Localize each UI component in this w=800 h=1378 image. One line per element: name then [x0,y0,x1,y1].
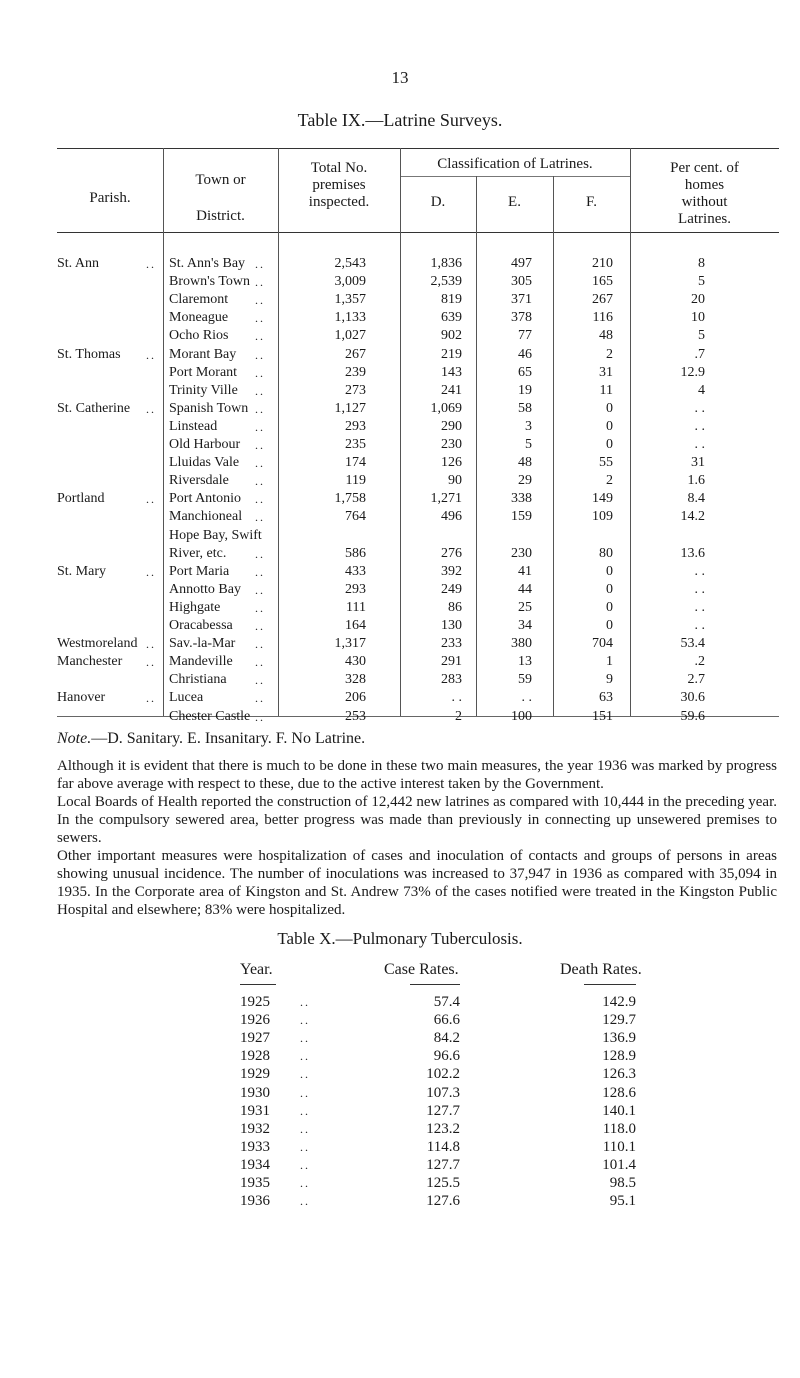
leader-dots: .. [255,582,265,597]
town-cell: Manchioneal [169,509,243,525]
table-top-rule [57,148,779,149]
e-cell: 29 [518,473,532,489]
header-town-line1: Town or [195,172,246,188]
percent-cell: . . [694,400,705,416]
year-underline [240,984,276,985]
header-bottom-rule [57,232,779,233]
table-ix-title: Table IX.—Latrine Surveys. [297,110,503,130]
total-cell: 235 [345,437,366,452]
leader-dots: .. [300,1139,310,1154]
year-cell: 1933 [240,1138,270,1155]
leader-dots: .. [300,1013,310,1028]
f-cell: 0 [606,437,613,452]
e-cell: 41 [518,563,532,579]
percent-cell: .7 [694,346,705,362]
d-cell: 1,836 [430,256,462,271]
percent-cell: . . [694,581,705,597]
f-cell: 267 [592,292,613,308]
e-cell: 380 [511,636,532,652]
d-cell: 2 [455,708,462,724]
total-cell: 1,758 [334,491,366,507]
d-cell: 86 [448,599,462,615]
e-cell: . . [521,690,532,706]
leader-dots: .. [255,510,265,525]
e-cell: 3 [525,418,532,434]
paragraph: Local Boards of Health reported the construction of 12,442 new latrines as compared with 10,444 in the preceding year. In the compulsory sewered area, better progress was made than previously in connecting up unsewered premises to sewers. [57,794,777,846]
e-cell: 48 [518,455,532,471]
d-cell: 290 [441,418,462,434]
e-cell: 159 [511,509,532,525]
total-cell: 1,357 [334,292,366,308]
f-cell: 80 [599,545,613,561]
year-cell: 1925 [240,994,270,1010]
case-rate-cell: 125.5 [426,1175,460,1191]
d-cell: 276 [441,545,462,561]
header-total-line2: premises [312,177,366,193]
leader-dots: .. [255,383,265,398]
death-underline [584,984,636,985]
leader-dots: .. [300,1103,310,1118]
percent-cell: 5 [698,328,705,344]
leader-dots: .. [255,293,265,308]
case-rate-cell: 127.7 [426,1102,460,1119]
percent-cell: 13.6 [680,545,705,561]
total-cell: 239 [345,364,366,380]
d-cell: 639 [441,310,462,326]
header-total-line1: Total No. [310,160,368,176]
f-cell: 2 [606,346,613,362]
d-cell: 392 [441,563,462,579]
total-cell: 2,543 [334,256,366,271]
town-cell: Annotto Bay [169,581,241,597]
e-cell: 19 [518,382,532,398]
leader-dots: .. [255,474,265,489]
total-cell: 174 [345,455,366,471]
percent-cell: 14.2 [680,509,705,525]
case-rate-cell: 96.6 [433,1048,460,1065]
leader-dots: .. [255,619,265,633]
case-rate-cell: 84.2 [433,1030,460,1047]
leader-dots: .. [300,1085,310,1100]
year-cell: 1928 [240,1048,270,1065]
leader-dots: .. [255,456,265,471]
death-rate-cell: 140.1 [602,1102,636,1119]
leader-dots: .. [255,709,265,724]
leader-dots: .. [255,419,265,434]
f-cell: 109 [592,509,613,525]
leader-dots: .. [255,311,265,326]
case-rate-cell: 66.6 [433,1012,460,1029]
total-cell: 1,133 [334,310,366,326]
town-cell: Port Morant [169,364,238,380]
body-text [57,757,777,919]
total-cell: 119 [345,473,366,489]
death-rate-cell: 95.1 [609,1193,636,1210]
header-year: Year. [240,961,273,978]
f-cell: 151 [592,708,613,724]
d-cell: 819 [441,292,462,308]
total-cell: 328 [345,672,366,688]
f-cell: 0 [606,599,613,615]
case-rate-cell: 114.8 [426,1138,460,1155]
leader-dots: .. [300,1067,310,1082]
percent-cell: 30.6 [680,690,705,706]
percent-cell: 8 [698,256,705,271]
case-rate-cell: 57.4 [433,994,460,1010]
town-cell: Morant Bay [169,346,237,362]
f-cell: 11 [599,382,613,398]
town-cell: Port Maria [169,563,230,579]
e-cell: 77 [518,328,532,344]
leader-dots: .. [300,1049,310,1064]
e-cell: 46 [518,346,532,362]
total-cell: 273 [345,382,366,398]
total-cell: 433 [345,563,366,579]
leader-dots: .. [146,401,156,416]
death-rate-cell: 128.9 [602,1048,636,1065]
leader-dots: .. [255,637,265,652]
case-rate-cell: 127.7 [426,1156,460,1173]
e-cell: 338 [511,491,532,507]
leader-dots: .. [146,655,156,670]
e-cell: 65 [518,364,532,380]
table-note [57,730,365,748]
header-f: F. [586,194,597,210]
leader-dots: .. [255,365,265,380]
year-cell: 1929 [240,1066,270,1083]
total-cell: 293 [345,418,366,434]
year-cell: 1926 [240,1012,270,1029]
e-cell: 378 [511,310,532,326]
d-cell: 143 [441,364,462,380]
total-cell: 430 [345,654,366,670]
leader-dots: .. [255,401,265,416]
leader-dots: .. [255,438,265,452]
death-rate-cell: 128.6 [602,1084,636,1101]
total-cell: 206 [345,690,366,706]
d-cell: 241 [441,382,462,398]
f-cell: 0 [606,581,613,597]
leader-dots: .. [255,257,265,271]
total-cell: 293 [345,581,366,597]
e-cell: 59 [518,672,532,688]
town-cell: Spanish Town [169,400,249,416]
f-cell: 116 [592,310,613,326]
town-cell: Trinity Ville [169,382,238,398]
d-cell: 902 [441,328,462,344]
f-cell: 55 [599,455,613,471]
parish-cell: Manchester [57,654,123,670]
f-cell: 31 [599,364,613,380]
town-cell-line1: Hope Bay, Swift [169,527,262,543]
paragraph: Other important measures were hospitalization of cases and inoculation of contacts and groups of persons in areas showing unusual incidence. The number of inoculations was increased to 37,947 in 1936 as compared with 35,094 in 1935. In the Corporate area of Kingston and St. Andrew 73% of the cases notified were treated in the Kingston Public Hospital and elsewhere; 83% were hospitalized. [57,848,777,918]
leader-dots: .. [146,564,156,579]
d-cell: . . [451,690,462,706]
leader-dots: .. [146,347,156,362]
percent-cell: 59.6 [680,708,705,724]
header-d: D. [430,194,446,210]
town-cell: Claremont [169,292,229,308]
leader-dots: .. [300,1176,310,1190]
page-number: 13 [391,68,409,87]
parish-cell: St. Catherine [57,400,131,416]
f-cell: 48 [599,328,613,344]
total-cell: 3,009 [334,274,366,290]
parish-cell: St. Thomas [57,346,121,362]
total-cell: 586 [345,545,366,561]
leader-dots: .. [146,637,156,652]
classification-rule [400,176,630,177]
d-cell: 249 [441,581,462,597]
leader-dots: .. [255,329,265,344]
leader-dots: .. [255,655,265,670]
case-rate-cell: 102.2 [426,1066,460,1083]
f-cell: 9 [606,672,613,688]
town-cell: Highgate [169,599,221,615]
e-cell: 371 [511,292,532,308]
f-cell: 210 [592,256,613,271]
percent-cell: . . [694,563,705,579]
d-cell: 219 [441,346,462,362]
parish-cell: Portland [57,491,105,507]
percent-cell: 10 [691,310,705,326]
d-cell: 230 [441,437,462,452]
percent-cell: 4 [698,382,705,398]
town-cell: Oracabessa [169,618,233,633]
death-rate-cell: 110.1 [602,1138,636,1155]
town-cell: Lucea [169,690,204,706]
town-cell: Riversdale [169,473,229,489]
death-rate-cell: 129.7 [602,1012,636,1029]
d-cell: 2,539 [430,274,462,290]
leader-dots: .. [255,492,265,507]
total-cell: 253 [345,708,366,724]
death-rate-cell: 126.3 [602,1066,636,1083]
percent-cell: . . [694,599,705,615]
year-cell: 1927 [240,1030,270,1047]
d-cell: 291 [441,654,462,670]
town-cell: St. Ann's Bay [169,256,246,271]
e-cell: 34 [518,618,532,633]
town-cell: Port Antonio [169,491,241,507]
header-percent-line2: homes [684,177,725,193]
leader-dots: .. [255,564,265,579]
leader-dots: .. [146,691,156,706]
total-cell: 764 [345,509,366,525]
header-town-line2: District. [196,208,245,224]
header-parish: Parish. [89,190,131,206]
percent-cell: . . [694,418,705,434]
header-classification: Classification of Latrines. [437,156,593,172]
d-cell: 130 [441,618,462,633]
e-cell: 305 [511,274,532,290]
f-cell: 149 [592,491,613,507]
e-cell: 44 [518,581,532,597]
town-cell: Moneague [169,310,229,326]
d-cell: 1,069 [430,400,462,416]
total-cell: 1,317 [334,636,366,652]
d-cell: 496 [441,509,462,525]
total-cell: 1,127 [334,400,366,416]
case-rate-cell: 127.6 [426,1193,460,1210]
year-cell: 1936 [240,1193,270,1210]
f-cell: 0 [606,400,613,416]
year-cell: 1934 [240,1156,270,1173]
year-cell: 1930 [240,1084,270,1101]
town-cell: Chester Castle [169,708,251,724]
leader-dots: .. [300,995,310,1009]
parish-cell: St. Mary [57,563,106,579]
percent-cell: 2.7 [687,672,705,688]
town-cell: Christiana [169,672,227,688]
paragraph: Although it is evident that there is much to be done in these two main measures, the year 1936 was marked by progress far above average with respect to these, due to the active interest taken by the Government. [57,758,777,792]
leader-dots: .. [255,275,265,290]
year-cell: 1935 [240,1175,270,1191]
leader-dots: .. [146,492,156,507]
town-cell: Old Harbour [169,437,241,452]
town-cell: Sav.-la-Mar [169,636,236,652]
town-cell: Mandeville [169,654,233,670]
f-cell: 63 [599,690,613,706]
town-cell: Lluidas Vale [169,455,240,471]
town-cell: River, etc. [169,545,227,561]
percent-cell: .2 [694,654,705,670]
case-rate-cell: 107.3 [426,1084,460,1101]
leader-dots: .. [255,673,265,688]
col-divider [163,148,164,716]
f-cell: 0 [606,563,613,579]
leader-dots: .. [255,691,265,706]
e-cell: 13 [518,654,532,670]
town-cell: Brown's Town [169,274,251,290]
total-cell: 164 [345,618,366,633]
parish-cell: St. Ann [57,256,100,271]
total-cell: 1,027 [334,328,366,344]
f-cell: 0 [606,618,613,633]
leader-dots: .. [300,1031,310,1046]
d-cell: 1,271 [430,491,462,507]
case-rate-cell: 123.2 [426,1120,460,1137]
leader-dots: .. [255,546,265,561]
f-cell: 704 [592,636,613,652]
f-cell: 0 [606,418,613,434]
year-cell: 1931 [240,1102,270,1119]
header-percent-line1: Per cent. of [670,160,739,176]
e-cell: 5 [525,437,532,452]
town-cell: Ocho Rios [169,328,229,344]
percent-cell: 5 [698,274,705,290]
percent-cell: 20 [691,292,705,308]
total-cell: 267 [345,346,366,362]
death-rate-cell: 101.4 [602,1156,636,1173]
col-divider [278,148,279,716]
percent-cell: 53.4 [680,636,705,652]
f-cell: 1 [606,654,613,670]
note-label: Note. [57,730,92,747]
case-underline [410,984,460,985]
d-cell: 90 [448,473,462,489]
percent-cell: 8.4 [687,491,705,507]
leader-dots: .. [255,600,265,615]
header-death-rates: Death Rates. [560,961,642,978]
percent-cell: 1.6 [687,473,705,489]
leader-dots: .. [300,1194,310,1209]
total-cell: 111 [346,599,366,615]
death-rate-cell: 142.9 [602,994,636,1010]
percent-cell: 31 [691,455,705,471]
d-cell: 233 [441,636,462,652]
note-text: —D. Sanitary. E. Insanitary. F. No Latrine. [91,730,366,747]
leader-dots: .. [300,1121,310,1136]
death-rate-cell: 98.5 [609,1175,636,1191]
e-cell: 25 [518,599,532,615]
leader-dots: .. [300,1157,310,1172]
percent-cell: 12.9 [680,364,705,380]
death-rate-cell: 118.0 [602,1120,636,1137]
f-cell: 165 [592,274,613,290]
parish-cell: Hanover [57,690,106,706]
percent-cell: . . [694,437,705,452]
town-cell: Linstead [169,418,218,434]
header-case-rates: Case Rates. [384,961,459,978]
f-cell: 2 [606,473,613,489]
year-cell: 1932 [240,1120,270,1137]
leader-dots: .. [146,257,156,271]
e-cell: 230 [511,545,532,561]
death-rate-cell: 136.9 [602,1030,636,1047]
header-e: E. [508,194,521,210]
header-percent-line4: Latrines. [678,211,731,227]
e-cell: 58 [518,400,532,416]
d-cell: 126 [441,455,462,471]
parish-cell: Westmoreland [57,636,138,652]
header-total-line3: inspected. [308,194,370,210]
e-cell: 497 [511,256,532,271]
table-x-title: Table X.—Pulmonary Tuberculosis. [277,929,523,948]
e-cell: 100 [511,708,532,724]
d-cell: 283 [441,672,462,688]
leader-dots: .. [255,347,265,362]
header-percent-line3: without [681,194,728,210]
percent-cell: . . [694,618,705,633]
